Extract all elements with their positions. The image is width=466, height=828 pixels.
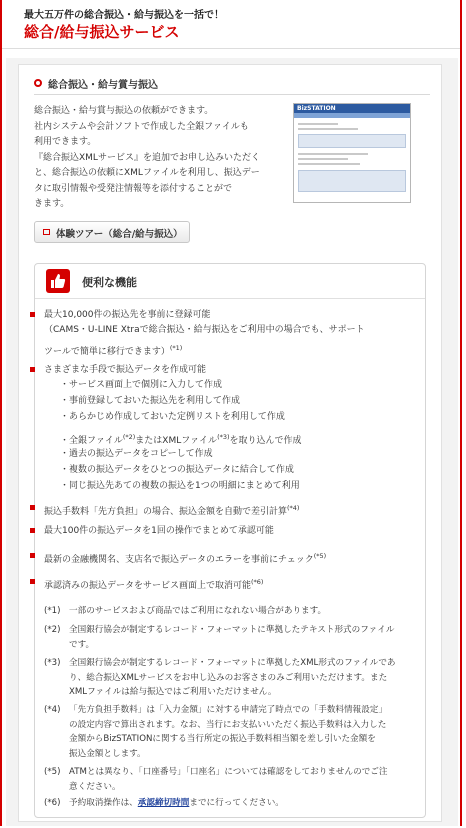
features-title: 便利な機能	[82, 276, 137, 289]
footnote-mark: (*5)	[44, 767, 61, 777]
screenshot-titlebar	[294, 104, 410, 113]
screenshot-line	[298, 128, 358, 130]
desc-line: きます。	[34, 199, 70, 209]
thumbs-up-icon	[46, 269, 70, 293]
tour-button[interactable]	[34, 221, 190, 243]
screenshot-nav	[294, 113, 410, 118]
desc-line: タに取引情報や受発注情報等を添付することがで	[34, 183, 233, 194]
screenshot-brand: BizSTATION	[297, 105, 336, 112]
footnote-ref: (*1)	[169, 344, 183, 352]
section-description	[34, 104, 282, 213]
desc-line: 総合振込・給与賞与振込の依頼ができます。	[34, 106, 214, 116]
footnote-mark: (*1)	[44, 606, 61, 616]
tour-button-label: 体験ツアー（総合/給与振込）	[56, 229, 183, 240]
footnote-mark: (*3)	[44, 658, 61, 668]
screenshot-line	[298, 153, 368, 155]
square-bullet-icon	[30, 553, 35, 558]
footnote-mark: (*4)	[44, 705, 61, 715]
feature-item: 最新の金融機関名、支店名で振込データのエラーを事前にチェック$^{(*5)}$	[44, 549, 326, 568]
feature-sub-item: ・あらかじめ作成しておいた定例リストを利用して作成	[60, 412, 285, 422]
circle-bullet-icon	[34, 79, 42, 87]
footnote-mark: (*2)	[44, 625, 61, 635]
feature-item: 最大100件の振込データを1回の操作でまとめて承認可能	[44, 524, 274, 539]
feature-sub-item: ・サービス画面上で個別に入力して作成	[60, 380, 223, 390]
screenshot-block	[298, 134, 406, 148]
external-window-icon	[43, 229, 50, 235]
feature-sub-item: ・複数の振込データをひとつの振込データに結合して作成	[60, 465, 294, 475]
square-bullet-icon	[30, 367, 35, 372]
desc-line: と、総合振込の依頼にXMLファイルを利用し、振込デー	[34, 168, 260, 178]
square-bullet-icon	[30, 528, 35, 533]
screenshot-line	[298, 158, 348, 160]
feature-sub-item: ・同じ振込先あての複数の振込を1つの明細にまとめて利用	[60, 481, 300, 491]
feature-detail: （CAMS・U-LINE Xtraで総合振込・給与振込をご利用中の場合でも、サポート	[44, 325, 365, 335]
screenshot-line	[298, 123, 338, 125]
section-title: 総合振込・給与賞与振込	[48, 80, 158, 91]
desc-line: 利用できます。	[34, 137, 97, 147]
square-bullet-icon	[30, 579, 35, 584]
square-bullet-icon	[30, 312, 35, 317]
screenshot-table	[298, 170, 406, 192]
square-bullet-icon	[30, 505, 35, 510]
desc-line: 社内システムや会計ソフトで作成した全銀ファイルも	[34, 121, 249, 132]
feature-item: 最大10,000件の振込先を事前に登録可能	[44, 308, 211, 323]
features-header	[35, 264, 425, 299]
section-header	[34, 76, 430, 95]
desc-line: 『総合振込XMLサービス』を追加でお申し込みいただく	[34, 152, 260, 163]
feature-item: 振込手数料「先方負担」の場合、振込金額を自動で差引計算$^{(*4)}$	[44, 501, 299, 520]
header-tagline: 最大五万件の総合振込・給与振込を一括で！	[24, 10, 224, 21]
feature-sub-item: ・全銀ファイル$^{(*2)}$またはXMLファイル$^{(*3)}$を取り込んで作成	[60, 433, 302, 446]
feature-sub-item: ・過去の振込データをコピーして作成	[60, 449, 213, 459]
service-screenshot	[293, 103, 411, 203]
page-header	[2, 0, 460, 49]
screenshot-line	[298, 163, 360, 165]
approval-deadline-link[interactable]: 承認締切時間	[137, 798, 190, 808]
footnote-mark: (*6)	[44, 798, 61, 808]
feature-detail: ツールで簡単に移行できます）$^{(*1)}$	[44, 344, 183, 357]
page-title: 総合/給与振込サービス	[24, 23, 180, 41]
feature-sub-item: ・事前登録しておいた振込先を利用して作成	[60, 396, 241, 406]
feature-item: 承認済みの振込データをサービス画面上で取消可能$^{(*6)}$	[44, 575, 263, 594]
feature-item: さまざまな手段で振込データを作成可能	[44, 363, 206, 378]
